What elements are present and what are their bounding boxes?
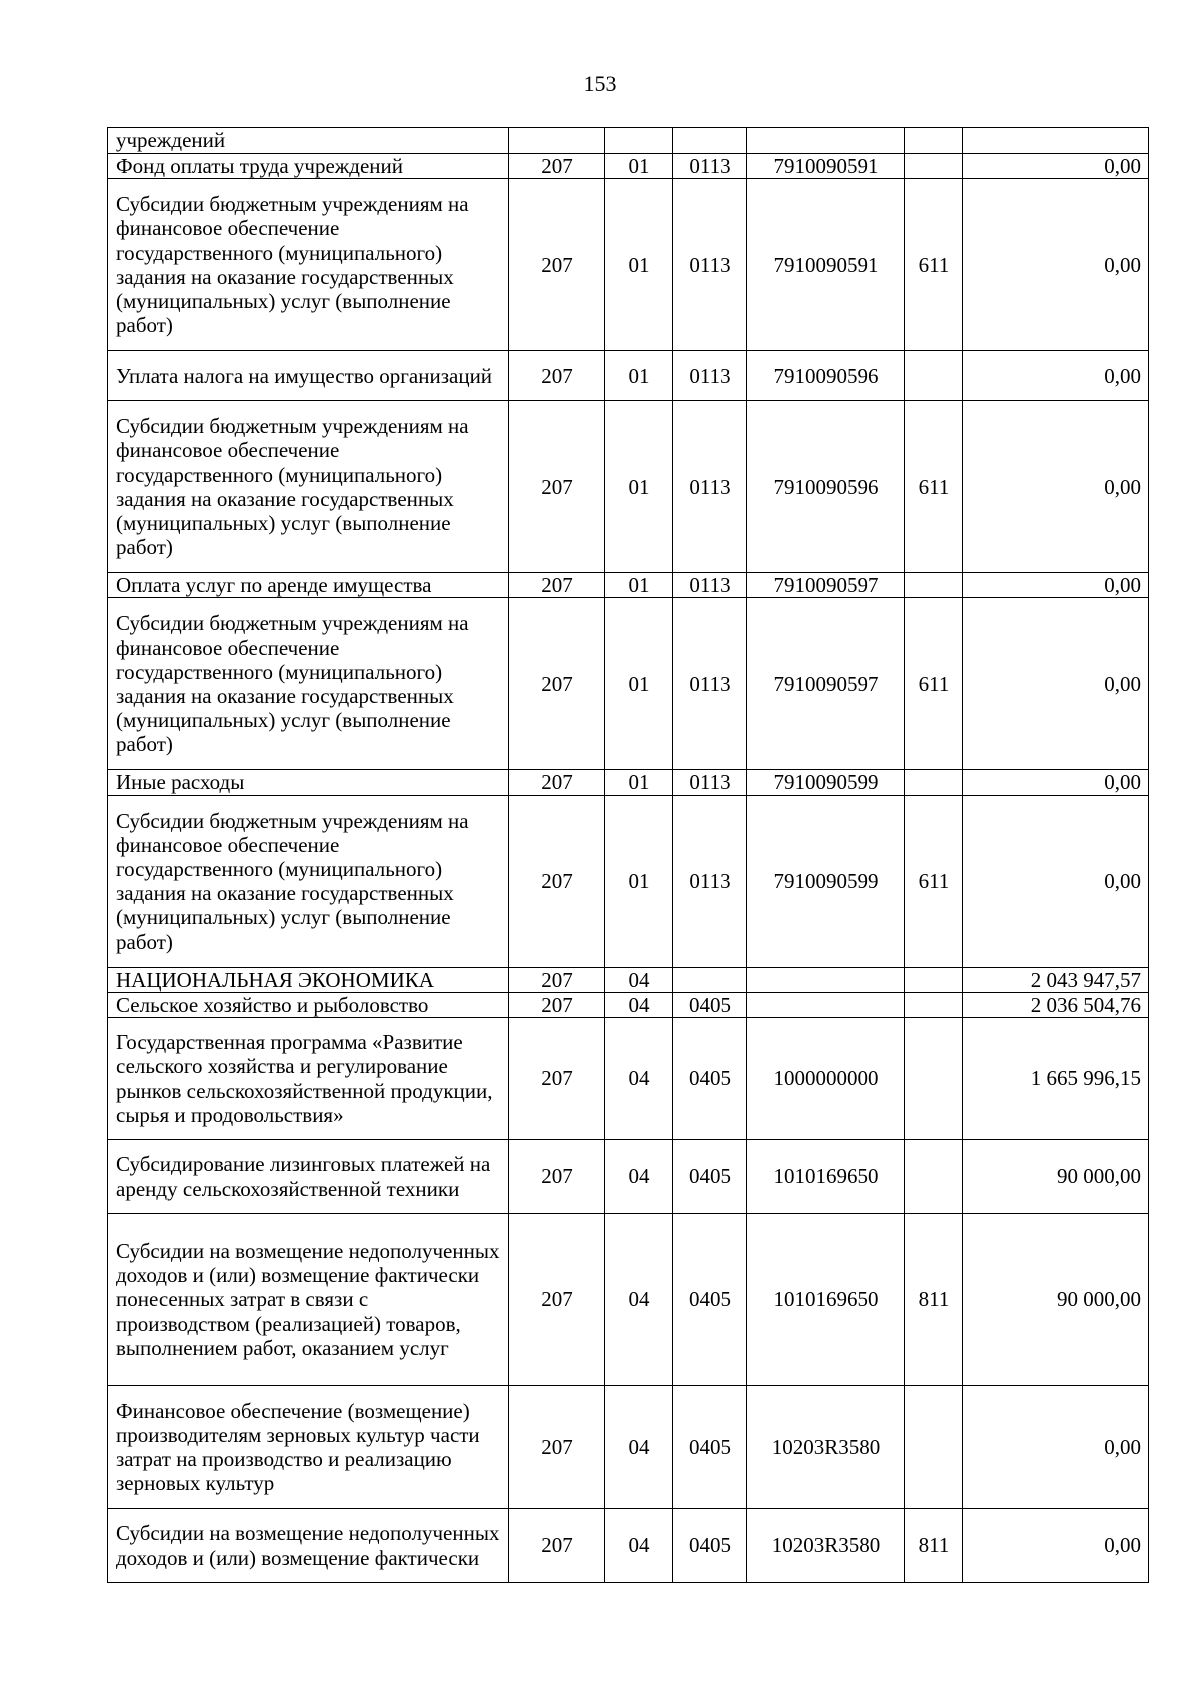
table-row xyxy=(108,1018,1149,1140)
table-row xyxy=(108,1386,1149,1509)
expense-type-code: 611 xyxy=(905,179,963,351)
section-code: 04 xyxy=(605,1018,673,1140)
table-row xyxy=(108,795,1149,967)
target-article-code: 7910090591 xyxy=(747,154,905,179)
expense-name: Субсидии на возмещение недополученных доходов и (или) возмещение фактически понесенных затрат в связи с производством (реализацией) товаров, выполнением работ, оказанием услуг xyxy=(108,1214,509,1386)
target-article-code: 7910090596 xyxy=(747,351,905,401)
subsection-code xyxy=(673,967,747,992)
section-code: 04 xyxy=(605,1509,673,1583)
amount: 1 665 996,15 xyxy=(963,1018,1149,1140)
target-article-code: 7910090599 xyxy=(747,770,905,795)
dept-code: 207 xyxy=(509,1509,605,1583)
subsection-code: 0113 xyxy=(673,351,747,401)
subsection-code: 0405 xyxy=(673,992,747,1017)
amount: 90 000,00 xyxy=(963,1214,1149,1386)
expense-name: учреждений xyxy=(108,128,509,154)
amount xyxy=(963,128,1149,154)
expense-type-code: 611 xyxy=(905,401,963,573)
amount: 2 036 504,76 xyxy=(963,992,1149,1017)
section-code: 01 xyxy=(605,351,673,401)
expense-name: Иные расходы xyxy=(108,770,509,795)
table-row xyxy=(108,128,1149,154)
dept-code: 207 xyxy=(509,770,605,795)
table-row xyxy=(108,179,1149,351)
expense-name: Уплата налога на имущество организаций xyxy=(108,351,509,401)
expense-type-code: 811 xyxy=(905,1214,963,1386)
subsection-code: 0113 xyxy=(673,154,747,179)
page-number: 153 xyxy=(583,71,617,96)
target-article-code: 7910090597 xyxy=(747,573,905,598)
target-article-code: 1010169650 xyxy=(747,1140,905,1214)
expense-name: Субсидии на возмещение недополученных доходов и (или) возмещение фактически xyxy=(108,1509,509,1583)
expense-type-code xyxy=(905,967,963,992)
dept-code: 207 xyxy=(509,351,605,401)
expense-name: Сельское хозяйство и рыболовство xyxy=(108,992,509,1017)
target-article-code: 10203R3580 xyxy=(747,1386,905,1509)
expense-type-code: 811 xyxy=(905,1509,963,1583)
dept-code: 207 xyxy=(509,573,605,598)
subsection-code: 0113 xyxy=(673,401,747,573)
dept-code: 207 xyxy=(509,179,605,351)
section-code: 01 xyxy=(605,598,673,770)
dept-code: 207 xyxy=(509,598,605,770)
dept-code: 207 xyxy=(509,154,605,179)
amount: 2 043 947,57 xyxy=(963,967,1149,992)
section-code: 01 xyxy=(605,770,673,795)
table-row xyxy=(108,1509,1149,1583)
dept-code: 207 xyxy=(509,992,605,1017)
expense-type-code xyxy=(905,1140,963,1214)
budget-table xyxy=(107,127,1149,1583)
amount: 0,00 xyxy=(963,154,1149,179)
section-code: 04 xyxy=(605,1140,673,1214)
expense-name: Субсидии бюджетным учреждениям на финансовое обеспечение государственного (муниципального) задания на оказание государственных (муниципальных) услуг (выполнение работ) xyxy=(108,401,509,573)
target-article-code xyxy=(747,128,905,154)
dept-code: 207 xyxy=(509,1140,605,1214)
section-code: 01 xyxy=(605,179,673,351)
table-row xyxy=(108,573,1149,598)
amount: 0,00 xyxy=(963,401,1149,573)
budget-table-body xyxy=(108,128,1149,1583)
amount: 0,00 xyxy=(963,573,1149,598)
target-article-code: 7910090597 xyxy=(747,598,905,770)
dept-code: 207 xyxy=(509,967,605,992)
expense-type-code xyxy=(905,154,963,179)
target-article-code: 10203R3580 xyxy=(747,1509,905,1583)
expense-name: Финансовое обеспечение (возмещение) производителям зерновых культур части затрат на производство и реализацию зерновых культур xyxy=(108,1386,509,1509)
expense-name: Фонд оплаты труда учреждений xyxy=(108,154,509,179)
subsection-code: 0113 xyxy=(673,795,747,967)
subsection-code: 0113 xyxy=(673,573,747,598)
table-row xyxy=(108,967,1149,992)
subsection-code: 0405 xyxy=(673,1018,747,1140)
expense-type-code xyxy=(905,1018,963,1140)
section-code: 04 xyxy=(605,1386,673,1509)
section-code: 01 xyxy=(605,795,673,967)
dept-code: 207 xyxy=(509,1386,605,1509)
table-row xyxy=(108,154,1149,179)
section-code: 04 xyxy=(605,992,673,1017)
expense-name: Оплата услуг по аренде имущества xyxy=(108,573,509,598)
amount: 90 000,00 xyxy=(963,1140,1149,1214)
target-article-code: 7910090599 xyxy=(747,795,905,967)
section-code: 04 xyxy=(605,967,673,992)
table-row xyxy=(108,351,1149,401)
expense-type-code xyxy=(905,573,963,598)
section-code: 01 xyxy=(605,573,673,598)
amount: 0,00 xyxy=(963,1386,1149,1509)
dept-code: 207 xyxy=(509,1214,605,1386)
subsection-code xyxy=(673,128,747,154)
expense-type-code xyxy=(905,351,963,401)
amount: 0,00 xyxy=(963,598,1149,770)
subsection-code: 0113 xyxy=(673,598,747,770)
table-row xyxy=(108,770,1149,795)
expense-type-code xyxy=(905,128,963,154)
section-code: 01 xyxy=(605,154,673,179)
subsection-code: 0405 xyxy=(673,1214,747,1386)
expense-name: Субсидии бюджетным учреждениям на финансовое обеспечение государственного (муниципального) задания на оказание государственных (муниципальных) услуг (выполнение работ) xyxy=(108,598,509,770)
expense-type-code xyxy=(905,1386,963,1509)
expense-name: Государственная программа «Развитие сельского хозяйства и регулирование рынков сельскохозяйственной продукции, сырья и продовольствия» xyxy=(108,1018,509,1140)
table-row xyxy=(108,1214,1149,1386)
subsection-code: 0113 xyxy=(673,770,747,795)
section-code: 01 xyxy=(605,401,673,573)
target-article-code xyxy=(747,967,905,992)
expense-name: Субсидии бюджетным учреждениям на финансовое обеспечение государственного (муниципального) задания на оказание государственных (муниципальных) услуг (выполнение работ) xyxy=(108,795,509,967)
amount: 0,00 xyxy=(963,351,1149,401)
subsection-code: 0405 xyxy=(673,1509,747,1583)
dept-code: 207 xyxy=(509,795,605,967)
table-row xyxy=(108,401,1149,573)
amount: 0,00 xyxy=(963,179,1149,351)
target-article-code: 1000000000 xyxy=(747,1018,905,1140)
dept-code: 207 xyxy=(509,1018,605,1140)
target-article-code: 1010169650 xyxy=(747,1214,905,1386)
expense-type-code: 611 xyxy=(905,598,963,770)
target-article-code xyxy=(747,992,905,1017)
expense-name: Субсидии бюджетным учреждениям на финансовое обеспечение государственного (муниципального) задания на оказание государственных (муниципальных) услуг (выполнение работ) xyxy=(108,179,509,351)
expense-type-code xyxy=(905,770,963,795)
target-article-code: 7910090596 xyxy=(747,401,905,573)
amount: 0,00 xyxy=(963,795,1149,967)
dept-code xyxy=(509,128,605,154)
section-code: 04 xyxy=(605,1214,673,1386)
target-article-code: 7910090591 xyxy=(747,179,905,351)
expense-type-code: 611 xyxy=(905,795,963,967)
table-row xyxy=(108,598,1149,770)
dept-code: 207 xyxy=(509,401,605,573)
amount: 0,00 xyxy=(963,1509,1149,1583)
expense-name: НАЦИОНАЛЬНАЯ ЭКОНОМИКА xyxy=(108,967,509,992)
section-code xyxy=(605,128,673,154)
subsection-code: 0405 xyxy=(673,1386,747,1509)
table-row xyxy=(108,992,1149,1017)
expense-type-code xyxy=(905,992,963,1017)
expense-name: Субсидирование лизинговых платежей на аренду сельскохозяйственной техники xyxy=(108,1140,509,1214)
subsection-code: 0113 xyxy=(673,179,747,351)
subsection-code: 0405 xyxy=(673,1140,747,1214)
amount: 0,00 xyxy=(963,770,1149,795)
table-row xyxy=(108,1140,1149,1214)
